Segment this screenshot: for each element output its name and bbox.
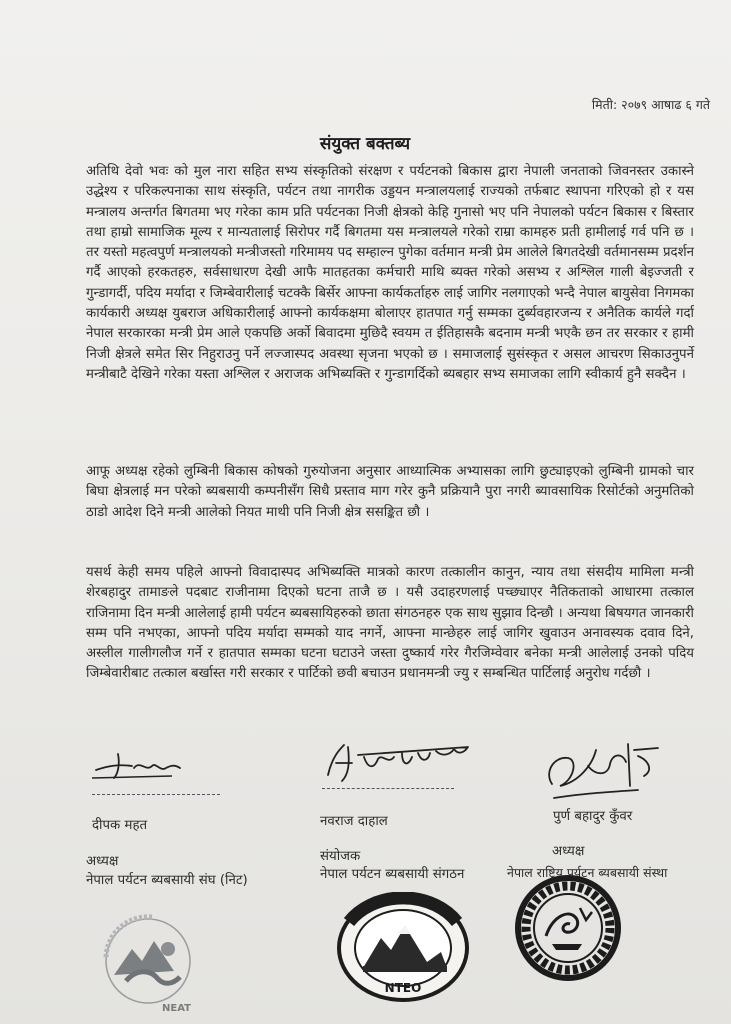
signatory-1-name: दीपक महत bbox=[92, 818, 148, 833]
document-title: संयुक्त बक्तब्य bbox=[319, 134, 411, 154]
signatory-3-org: नेपाल राष्ट्रिय पर्यटन ब्यबसायी संस्था bbox=[507, 865, 668, 880]
document-date: मिती: २०७९ आषाढ ६ गते bbox=[591, 97, 710, 112]
signature-line-1 bbox=[92, 794, 220, 795]
paragraph-2: आफू अध्यक्ष रहेको लुम्बिनी बिकास कोषको गुरुयोजना अनुसार आध्यात्मिक अभ्यासका लागि छुट्याइएको लुम्बिनी ग्रामको चार बिघा क्षेत्रलाई मन परेको ब्यबसायी कम्पनीसँग सिधै प्रस्ताव माग गरेर कुनै प्रक्रियानै पुरा नगरी ब्यावसायिक रिसोर्टको अनुमतिको ठाडो आदेश दिने मन्त्री आलेको नियत माथी पनि निजी क्षेत्र ससङ्कित छौ । bbox=[86, 464, 694, 520]
signature-line-2 bbox=[322, 788, 454, 789]
nteo-logo bbox=[333, 892, 473, 1012]
signatory-2-name: नवराज दाहाल bbox=[320, 814, 388, 829]
signatory-2-org: नेपाल पर्यटन ब्यबसायी संगठन bbox=[320, 867, 465, 882]
neat-logo bbox=[92, 905, 204, 1021]
signatory-3-name: पुर्ण बहादुर कुँवर bbox=[553, 809, 633, 824]
signatory-1-org: नेपाल पर्यटन ब्यबसायी संघ (निट) bbox=[86, 873, 248, 888]
signatory-3-role: अध्यक्ष bbox=[552, 844, 585, 859]
signature-1 bbox=[88, 742, 198, 784]
signature-2 bbox=[318, 735, 478, 787]
svg-text:NEAT: NEAT bbox=[162, 1003, 191, 1014]
official-stamp bbox=[512, 872, 624, 988]
paragraph-1: अतिथि देवो भवः को मुल नारा सहित सभ्य संस्कृतिको संरक्षण र पर्यटनको बिकास द्वारा नेपाली जनताको जिवनस्तर उकास्ने उद्धेश्य र परिकल्पनाका साथ संस्कृति, पर्यटन तथा नागरीक उड्डयन मन्त्रालयलाई राज्यको तर्फबाट स्थापना गरिएको हो र यस मन्त्रालय अन्तर्गत बिगतमा भए गरेका काम प्रति पर्यटनका निजी क्षेत्रको केहि गुनासो भए पनि नेपालको पर्यटन बिकास र बिस्तार तथा हाम्रो सामाजिक मूल्य र मान्यतालाई सिरोपर गर्दै बिगतमा यस मन्त्रालयले गरेको राम्रा कामहरु प्रती हामीलाई गर्व पनि छ । तर यस्तो महत्वपुर्ण मन्त्रालयको मन्त्रीजस्तो गरिमामय पद सम्हाल्न पुगेका वर्तमान मन्त्री प्रेम आलेले बिगतदेखी वर्तमानसम्म प्रदर्शन गर्दै आएको हरकतहरु, सर्वसाधारण देखी आफै मातहतका कर्मचारी माथि ब्यक्त गरेको असभ्य र अश्लिल गाली बेइज्जती र गुन्डागर्दी, पदिय मर्यादा र जिम्बेवारीलाई चटक्कै बिर्सेर आफ्ना कार्यकर्ताहरु लाई जागिर नलगाएको भन्दै नेपाल बायुसेवा निगमका कार्यकारी अध्यक्ष युबराज अधिकारीलाई आफ्नो कार्यकक्षमा बोलाएर हातपात गर्नु सम्मका दुर्ब्यवहारजन्य र अनैतिक कार्यले गर्दा नेपाल सरकारका मन्त्री प्रेम आले एकपछि अर्को बिवादमा मुछिदै स्वयम त ईतिहासकै बदनाम मन्त्री भएकै छन तर सरकार र हामी निजी क्षेत्रले समेत सिर निहुराउनु पर्ने लज्जास्पद अवस्था सृजना भएको छ । समाजलाई सुसंस्कृत र असल आचरण सिकाउनुपर्ने मन्त्रीबाटै देखिने गरेका यस्ता अश्लिल र अराजक अभिब्यक्ति र गुन्डागर्दिको ब्यबहार सभ्य समाजका लागि स्वीकार्य हुनै सक्दैन । bbox=[86, 164, 694, 382]
signature-3 bbox=[538, 736, 678, 806]
signatory-1-role: अध्यक्ष bbox=[86, 854, 119, 869]
paragraph-3: यसर्थ केही समय पहिले आफ्नो विवादास्पद अभिब्यक्ति मात्रको कारण तत्कालीन कानुन, न्याय तथा संसदीय मामिला मन्त्री शेरबहादुर तामाङले पदबाट राजीनामा दिएको घटना ताजै छ । यसै उदाहरणलाई पच्छ्याएर नैतिकताको आधारमा तत्काल राजिनामा दिन मन्त्री आलेलाई हामी पर्यटन ब्यबसायिहरुको छाता संगठनहरु एक साथ सुझाव दिन्छौ । अन्यथा बिषयगत जानकारी सम्म पनि नभएका, आफ्नो पदिय मर्यादा सम्मको याद नगर्ने, आफ्ना मान्छेहरु लाई जागिर खुवाउन अनावस्यक दवाव दिने, अस्लील गालीगलौज गर्ने र हातपात सम्मका घटना घटाउने जस्ता दुष्कार्य गरेर गैरजिम्वेवार बनेका मन्त्री आलेलाई उनको पदिय जिम्बेवारीबाट तत्काल बर्खास्त गरी सरकार र पार्टिको छवी बचाउन प्रधानमन्त्री ज्यु र सम्बन्धित पार्टिलाई अनुरोध गर्दछौ । bbox=[86, 565, 694, 682]
signatory-2-role: संयोजक bbox=[320, 849, 361, 864]
svg-text:NTEO: NTEO bbox=[384, 981, 422, 995]
